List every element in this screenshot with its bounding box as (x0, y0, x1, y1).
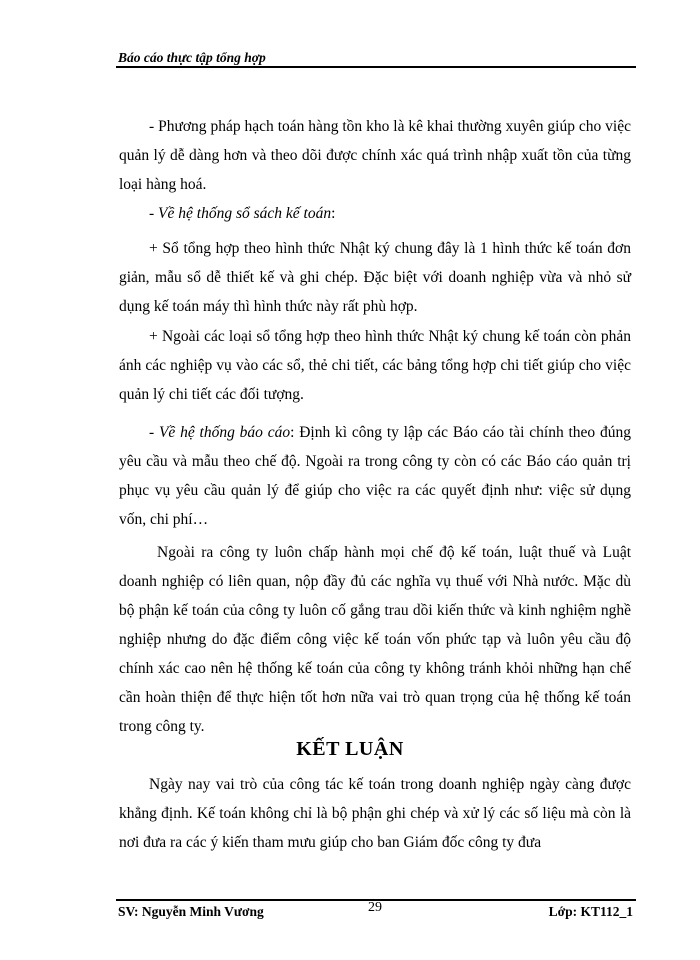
page-header-title: Báo cáo thực tập tổng hợp (118, 50, 266, 65)
reporting-dash: - (149, 424, 159, 441)
paragraph-inventory-method: - Phương pháp hạch toán hàng tồn kho là kê khai thường xuyên giúp cho việc quản lý dễ dàng hơn và theo dõi được chính xác quá trình nhập xuất tồn của từng loại hàng hoá. (119, 118, 631, 193)
paragraph-reporting-system (119, 418, 631, 534)
footer-class: Lớp: KT112_1 (548, 904, 633, 919)
bookkeeping-system-label: - Về hệ thống sổ sách kế toán (149, 205, 332, 222)
paragraph-compliance: Ngoài ra công ty luôn chấp hành mọi chế độ kế toán, luật thuế và Luật doanh nghiệp có liên quan, nộp đầy đủ các nghĩa vụ thuế với Nhà nước. Mặc dù bộ phận kế toán của công ty luôn cố gắng trau dồi kiến thức và kinh nghiệm nghề nghiệp nhưng do đặc điểm công việc kế toán vốn phức tạp và luôn yêu cầu độ chính xác cao nên hệ thống kế toán của công ty không tránh khỏi những hạn chế cần hoàn thiện để thực hiện tốt hơn nữa vai trò quan trọng của hệ thống kế toán trong công ty. (119, 544, 631, 735)
paragraph-detail-ledgers: + Ngoài các loại sổ tổng hợp theo hình thức Nhật ký chung kế toán còn phản ánh các nghiệp vụ vào các sổ, thẻ chi tiết, các bảng tổng hợp chi tiết giúp cho việc quản lý chi tiết các đối tượng. (119, 328, 631, 403)
bookkeeping-system-colon: : (331, 205, 336, 222)
reporting-system-text: : Định kì công ty lập các Báo cáo tài chính theo đúng yêu cầu và mẫu theo chế độ. Ngoài ra trong công ty còn có các Báo cáo quản trị phục vụ yêu cầu quản lý để giúp cho việc ra các quyết định như: việc sử dụng vốn, chi phí… (119, 424, 631, 528)
paragraph-conclusion: Ngày nay vai trò của công tác kế toán trong doanh nghiệp ngày càng được khẳng định. Kế toán không chỉ là bộ phận ghi chép và xử lý các số liệu mà còn là nơi đưa ra các ý kiến tham mưu giúp cho ban Giám đốc công ty đưa (119, 776, 631, 851)
footer-student-name: SV: Nguyễn Minh Vương (118, 904, 264, 919)
paragraph-bookkeeping-system (119, 199, 631, 228)
page-number: 29 (368, 900, 382, 915)
paragraph-general-journal: + Sổ tổng hợp theo hình thức Nhật ký chung đây là 1 hình thức kế toán đơn giản, mẫu sổ dễ thiết kế và ghi chép. Đặc biệt với doanh nghiệp vừa và nhỏ sử dụng kế toán máy thì hình thức này rất phù hợp. (119, 240, 631, 315)
header-divider (116, 66, 636, 68)
reporting-system-label: Về hệ thống báo cáo (158, 424, 291, 441)
section-heading-conclusion: KẾT LUẬN (296, 738, 404, 760)
